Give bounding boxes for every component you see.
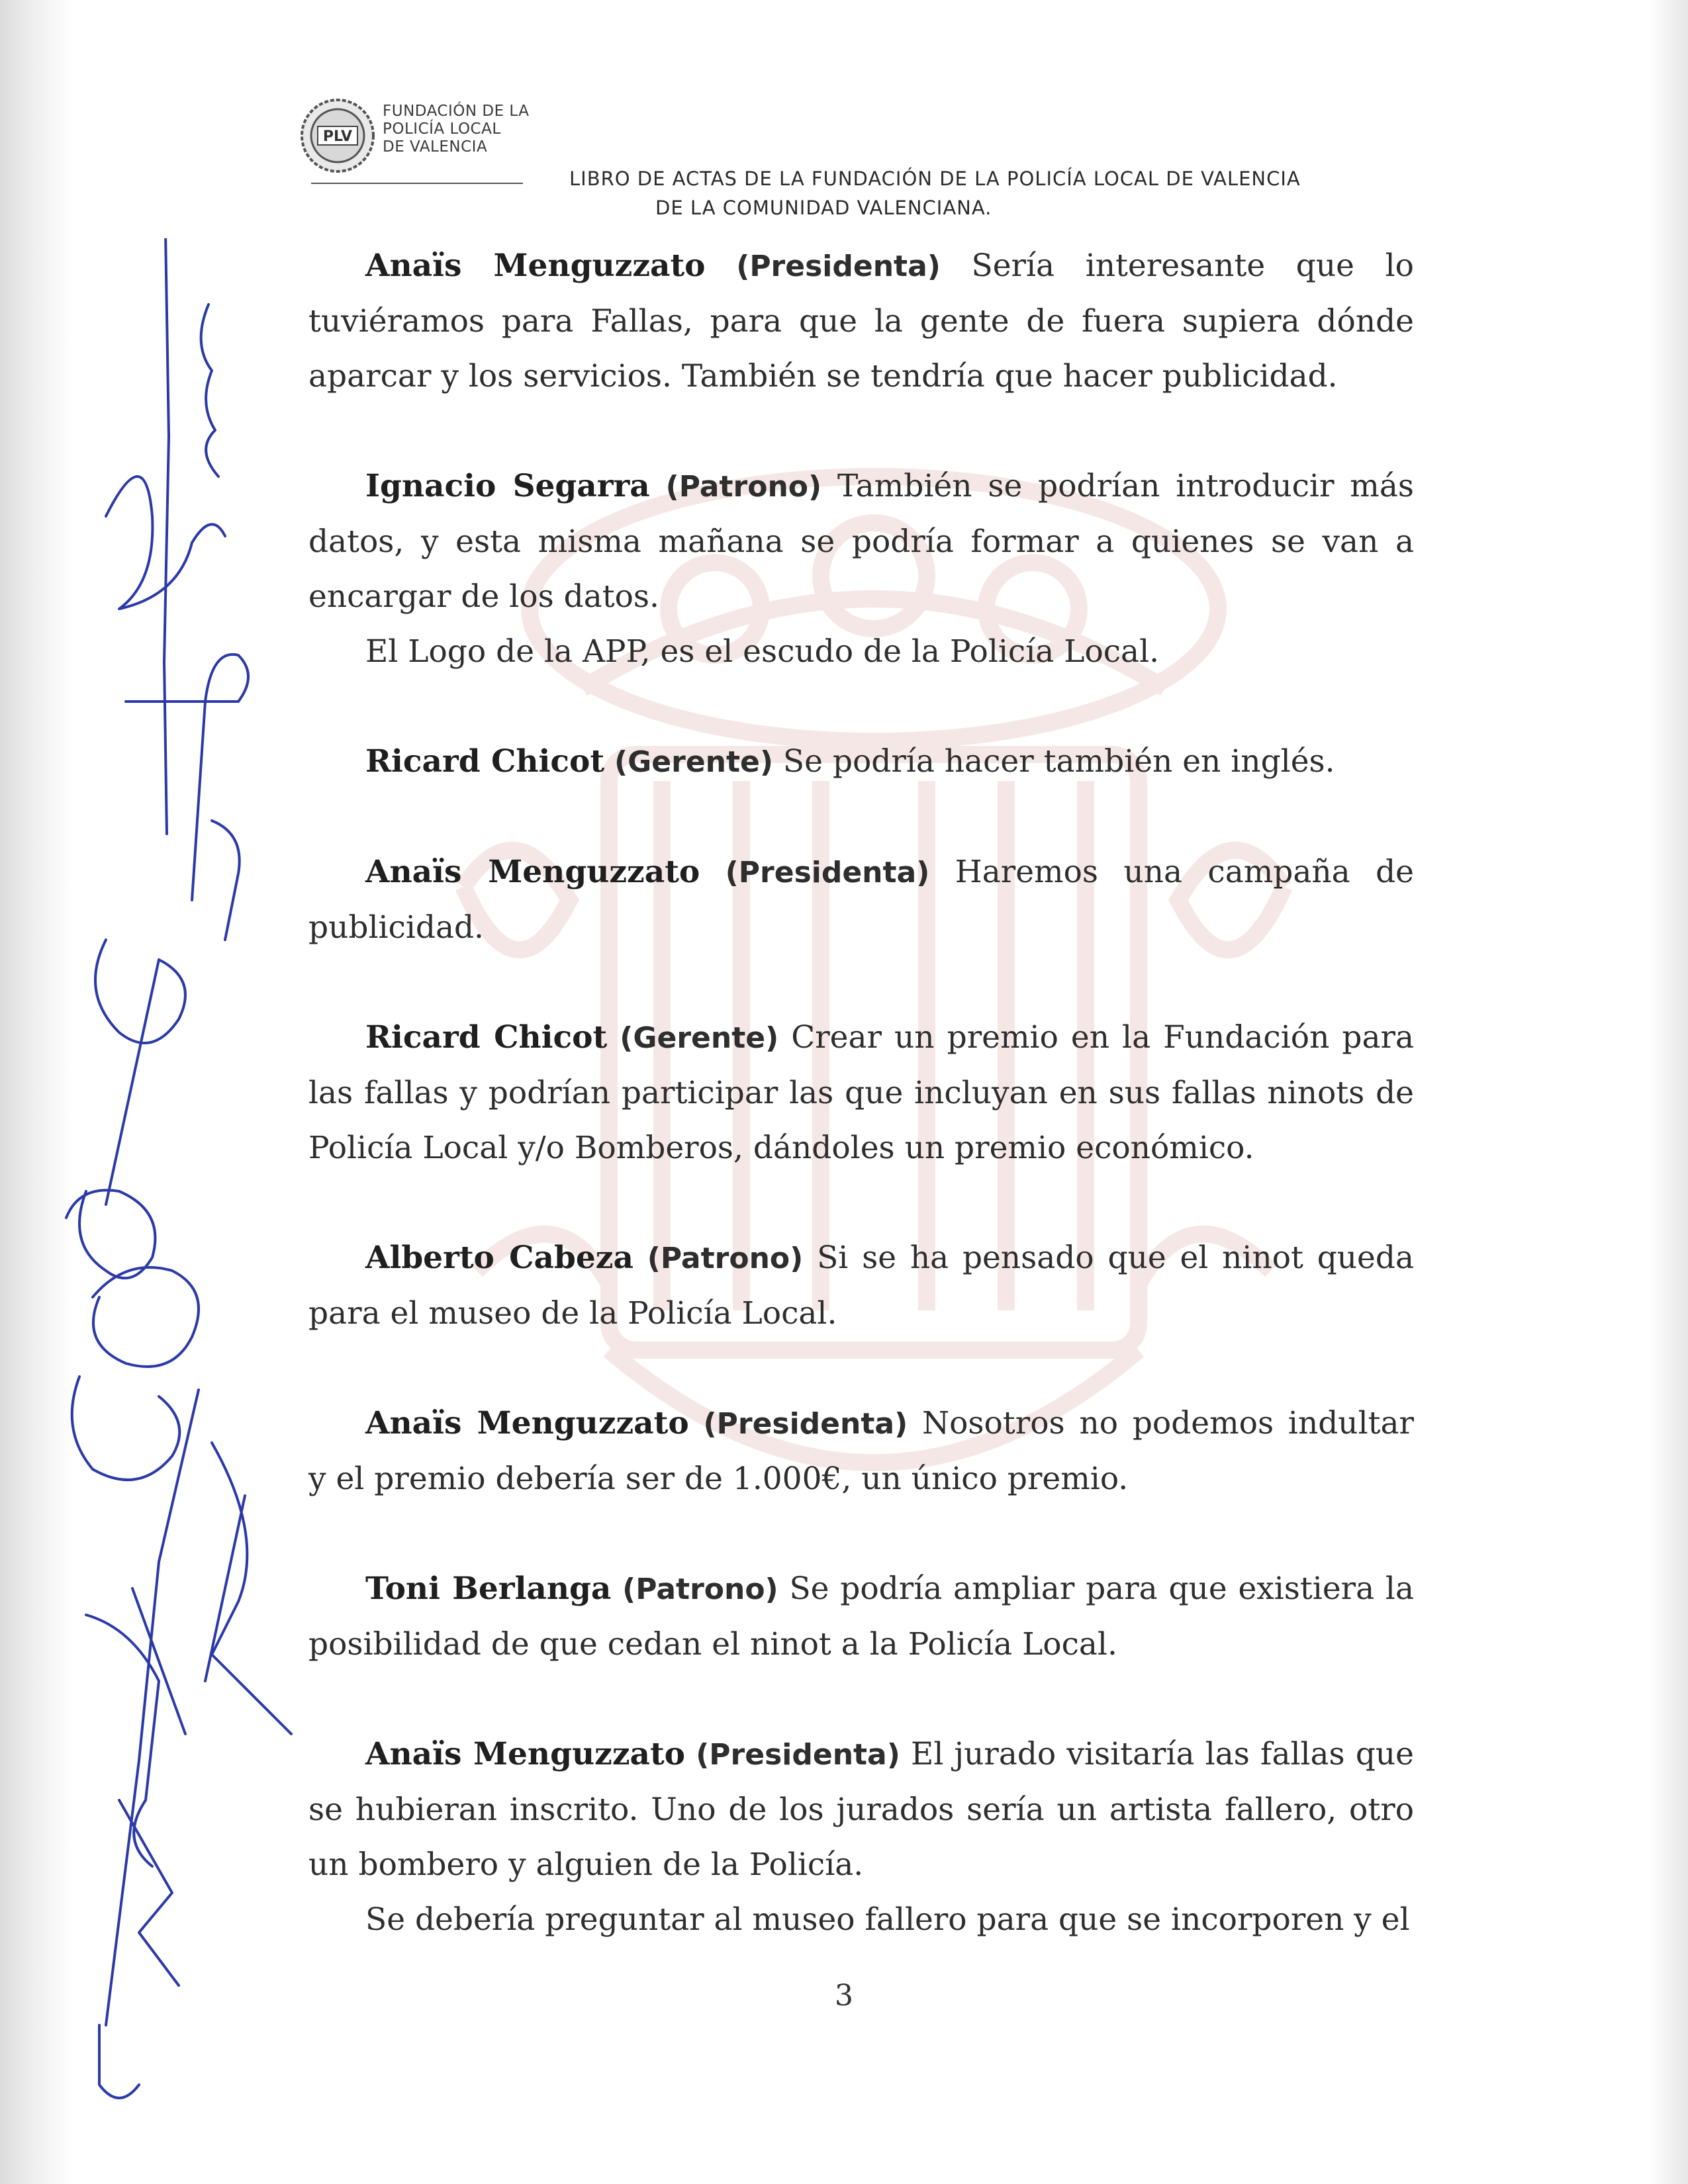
speaker-name: Anaïs Menguzzato	[365, 1736, 686, 1772]
paragraph-text: Sería interesante que lo tuviéramos para Fallas, para que la gente de fuera supiera dónde aparcar y los servicios. También se tendría que hacer publicidad.	[308, 248, 1414, 394]
speaker-role: (Presidenta)	[703, 1407, 908, 1441]
speaker-name: Anaïs Menguzzato	[365, 248, 706, 284]
speaker-role: (Patrono)	[665, 470, 822, 504]
police-seal-icon	[298, 96, 377, 175]
logo-wordmark	[383, 103, 530, 156]
foundation-logo	[298, 96, 530, 182]
speaker-name: Ignacio Segarra	[365, 468, 650, 504]
minutes-paragraph	[308, 734, 1414, 790]
speaker-role: (Gerente)	[620, 1021, 779, 1055]
scan-shadow-right	[1648, 0, 1688, 2184]
speaker-name: Ricard Chicot	[365, 1019, 608, 1056]
paragraph-text: Se debería preguntar al museo fallero para que se incorporen y el	[365, 1901, 1410, 1938]
speaker-name: Anaïs Menguzzato	[365, 854, 700, 890]
minutes-paragraph	[308, 1230, 1414, 1341]
logo-line-3: DE VALENCIA	[383, 138, 488, 156]
header-rule	[311, 183, 523, 184]
minutes-paragraph	[308, 1561, 1414, 1672]
paragraph-text: Haremos una campaña de publicidad.	[308, 854, 1414, 946]
minutes-paragraph	[308, 238, 1414, 404]
speaker-role: (Presidenta)	[736, 250, 941, 283]
paragraph-text: Se podría ampliar para que existiera la posibilidad de que cedan el ninot a la Policía Local.	[308, 1570, 1414, 1662]
paragraph-text: Nosotros no podemos indultar y el premio debería ser de 1.000€, un único premio.	[308, 1405, 1414, 1497]
speaker-role: (Patrono)	[647, 1242, 804, 1275]
minutes-body	[308, 238, 1414, 1947]
logo-line-2: POLICÍA LOCAL	[383, 120, 501, 138]
speaker-name: Toni Berlanga	[365, 1570, 612, 1607]
handwritten-signatures	[40, 238, 318, 2131]
paragraph-text: Crear un premio en la Fundación para las fallas y podrían participar las que incluyan en sus fallas ninots de Policía Local y/o Bomberos, dándoles un premio económico.	[308, 1019, 1414, 1166]
paragraph-text: Si se ha pensado que el ninot queda para el museo de la Policía Local.	[308, 1240, 1414, 1332]
speaker-role: (Gerente)	[614, 745, 773, 779]
speaker-role: (Presidenta)	[725, 856, 930, 889]
document-title	[569, 164, 1450, 222]
minutes-paragraph	[308, 1727, 1414, 1892]
speaker-name: Anaïs Menguzzato	[365, 1405, 689, 1441]
speaker-role: (Patrono)	[622, 1572, 778, 1606]
minutes-paragraph	[308, 1396, 1414, 1506]
document-title-line-1: LIBRO DE ACTAS DE LA FUNDACIÓN DE LA POLICÍA LOCAL DE VALENCIA	[569, 167, 1301, 190]
minutes-paragraph	[308, 1892, 1414, 1947]
paragraph-text: El jurado visitaría las fallas que se hubieran inscrito. Uno de los jurados sería un artista fallero, otro un bombero y alguien de la Policía.	[308, 1736, 1414, 1883]
speaker-name: Ricard Chicot	[365, 743, 605, 780]
page-number: 3	[835, 1979, 853, 2013]
minutes-paragraph	[308, 844, 1414, 955]
paragraph-text: También se podrían introducir más datos, y esta misma mañana se podría formar a quienes se van a encargar de los datos.	[308, 468, 1414, 615]
minutes-paragraph	[308, 459, 1414, 624]
logo-badge-text: PLV	[322, 128, 353, 145]
speaker-role: (Presidenta)	[696, 1738, 900, 1772]
paragraph-text: Se podría hacer también en inglés.	[773, 743, 1335, 780]
document-title-line-2: DE LA COMUNIDAD VALENCIANA.	[655, 197, 992, 219]
minutes-paragraph	[308, 624, 1414, 679]
logo-line-1: FUNDACIÓN DE LA	[383, 103, 530, 120]
speaker-name: Alberto Cabeza	[365, 1240, 633, 1276]
minutes-paragraph	[308, 1010, 1414, 1175]
paragraph-text: El Logo de la APP, es el escudo de la Policía Local.	[365, 633, 1160, 670]
